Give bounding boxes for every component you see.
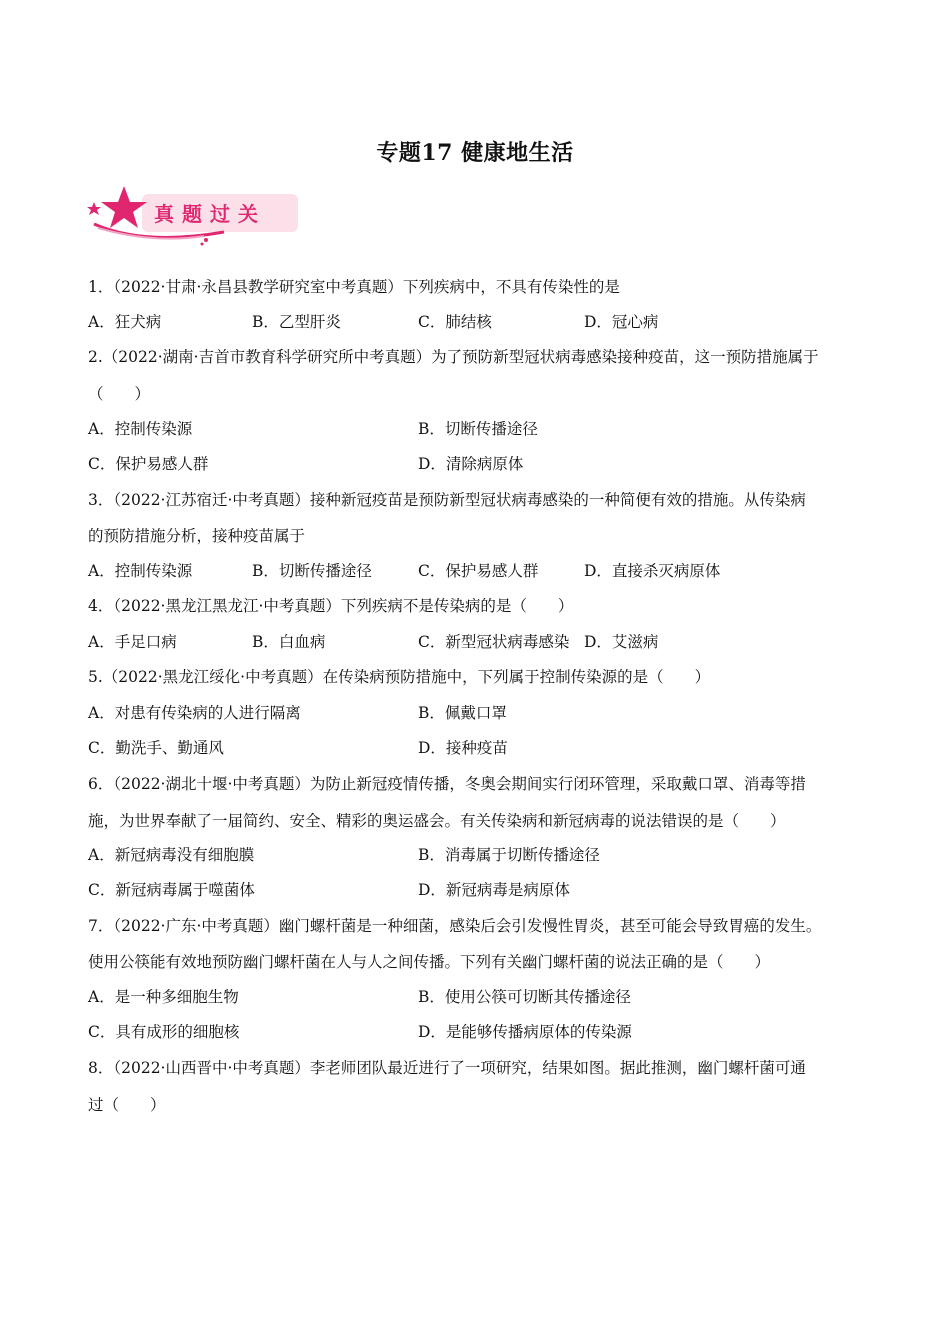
small-star-icon (87, 202, 101, 215)
question-1-option-b: B．乙型肝炎 (252, 313, 341, 331)
question-6-option-c: C．新冠病毒属于噬菌体 (88, 881, 255, 899)
question-7-option-d: D．是能够传播病原体的传染源 (418, 1023, 632, 1041)
question-2-option-d: D．清除病原体 (418, 455, 524, 473)
question-5-option-a: A．对患有传染病的人进行隔离 (88, 704, 301, 722)
question-7-option-c: C．具有成形的细胞核 (88, 1023, 240, 1041)
question-2-option-b: B．切断传播途径 (418, 420, 538, 438)
question-2-option-a: A．控制传染源 (88, 420, 193, 438)
question-8-stem-line-2: 过（ ） (88, 1096, 166, 1114)
question-3-option-b: B．切断传播途径 (252, 562, 372, 580)
question-6-stem-line-1: 6．（2022·湖北十堰·中考真题）为防止新冠疫情传播，冬奥会期间实行闭环管理，采取戴口罩、消毒等措 (88, 775, 806, 793)
question-3-option-c: C．保护易感人群 (418, 562, 539, 580)
section-banner (84, 184, 304, 246)
question-6-option-b: B．消毒属于切断传播途径 (418, 846, 600, 864)
question-4-option-d: D．艾滋病 (584, 633, 659, 651)
page-title: 专题17 健康地生活 (376, 140, 574, 166)
question-2-option-c: C．保护易感人群 (88, 455, 209, 473)
section-banner-label: 真题过关 (154, 202, 266, 226)
question-8-stem-line-1: 8．（2022·山西晋中·中考真题）李老师团队最近进行了一项研究，结果如图。据此推测，幽门螺杆菌可通 (88, 1059, 806, 1077)
question-3-option-d: D．直接杀灭病原体 (584, 562, 721, 580)
question-4-option-c: C．新型冠状病毒感染 (418, 633, 570, 651)
question-6-option-a: A．新冠病毒没有细胞膜 (88, 846, 255, 864)
question-5-option-c: C．勤洗手、勤通风 (88, 739, 224, 757)
question-7-option-a: A．是一种多细胞生物 (88, 988, 239, 1006)
question-1-option-d: D．冠心病 (584, 313, 659, 331)
question-5-option-d: D．接种疫苗 (418, 739, 508, 757)
question-3-stem-line-2: 的预防措施分析，接种疫苗属于 (88, 527, 306, 545)
question-2-stem-line-2: （ ） (88, 385, 151, 403)
question-1-stem: 1．（2022·甘肃·永昌县教学研究室中考真题）下列疾病中，不具有传染性的是 (88, 278, 620, 296)
question-6-option-d: D．新冠病毒是病原体 (418, 881, 570, 899)
question-3-option-a: A．控制传染源 (88, 562, 193, 580)
question-5-option-b: B．佩戴口罩 (418, 704, 507, 722)
star-icon (101, 186, 147, 228)
question-4-option-b: B．白血病 (252, 633, 326, 651)
question-6-stem-line-2: 施，为世界奉献了一届简约、安全、精彩的奥运盛会。有关传染病和新冠病毒的说法错误的是（ ） (88, 812, 786, 830)
question-4-option-a: A．手足口病 (88, 633, 177, 651)
question-3-stem-line-1: 3．（2022·江苏宿迁·中考真题）接种新冠疫苗是预防新型冠状病毒感染的一种简便有效的措施。从传染病 (88, 491, 806, 509)
question-7-option-b: B．使用公筷可切断其传播途径 (418, 988, 631, 1006)
question-5-stem: 5.（2022·黑龙江绥化·中考真题）在传染病预防措施中，下列属于控制传染源的是（ ） (88, 668, 711, 686)
question-7-stem-line-1: 7．（2022·广东·中考真题）幽门螺杆菌是一种细菌，感染后会引发慢性胃炎，甚至可能会导致胃癌的发生。 (88, 917, 822, 935)
question-2-stem-line-1: 2.（2022·湖南·吉首市教育科学研究所中考真题）为了预防新型冠状病毒感染接种疫苗，这一预防措施属于 (88, 348, 819, 366)
question-1-option-c: C．肺结核 (418, 313, 492, 331)
question-1-option-a: A．狂犬病 (88, 313, 162, 331)
question-7-stem-line-2: 使用公筷能有效地预防幽门螺杆菌在人与人之间传播。下列有关幽门螺杆菌的说法正确的是（ ） (88, 953, 771, 971)
question-4-stem: 4．（2022·黑龙江黑龙江·中考真题）下列疾病不是传染病的是（ ） (88, 597, 574, 615)
